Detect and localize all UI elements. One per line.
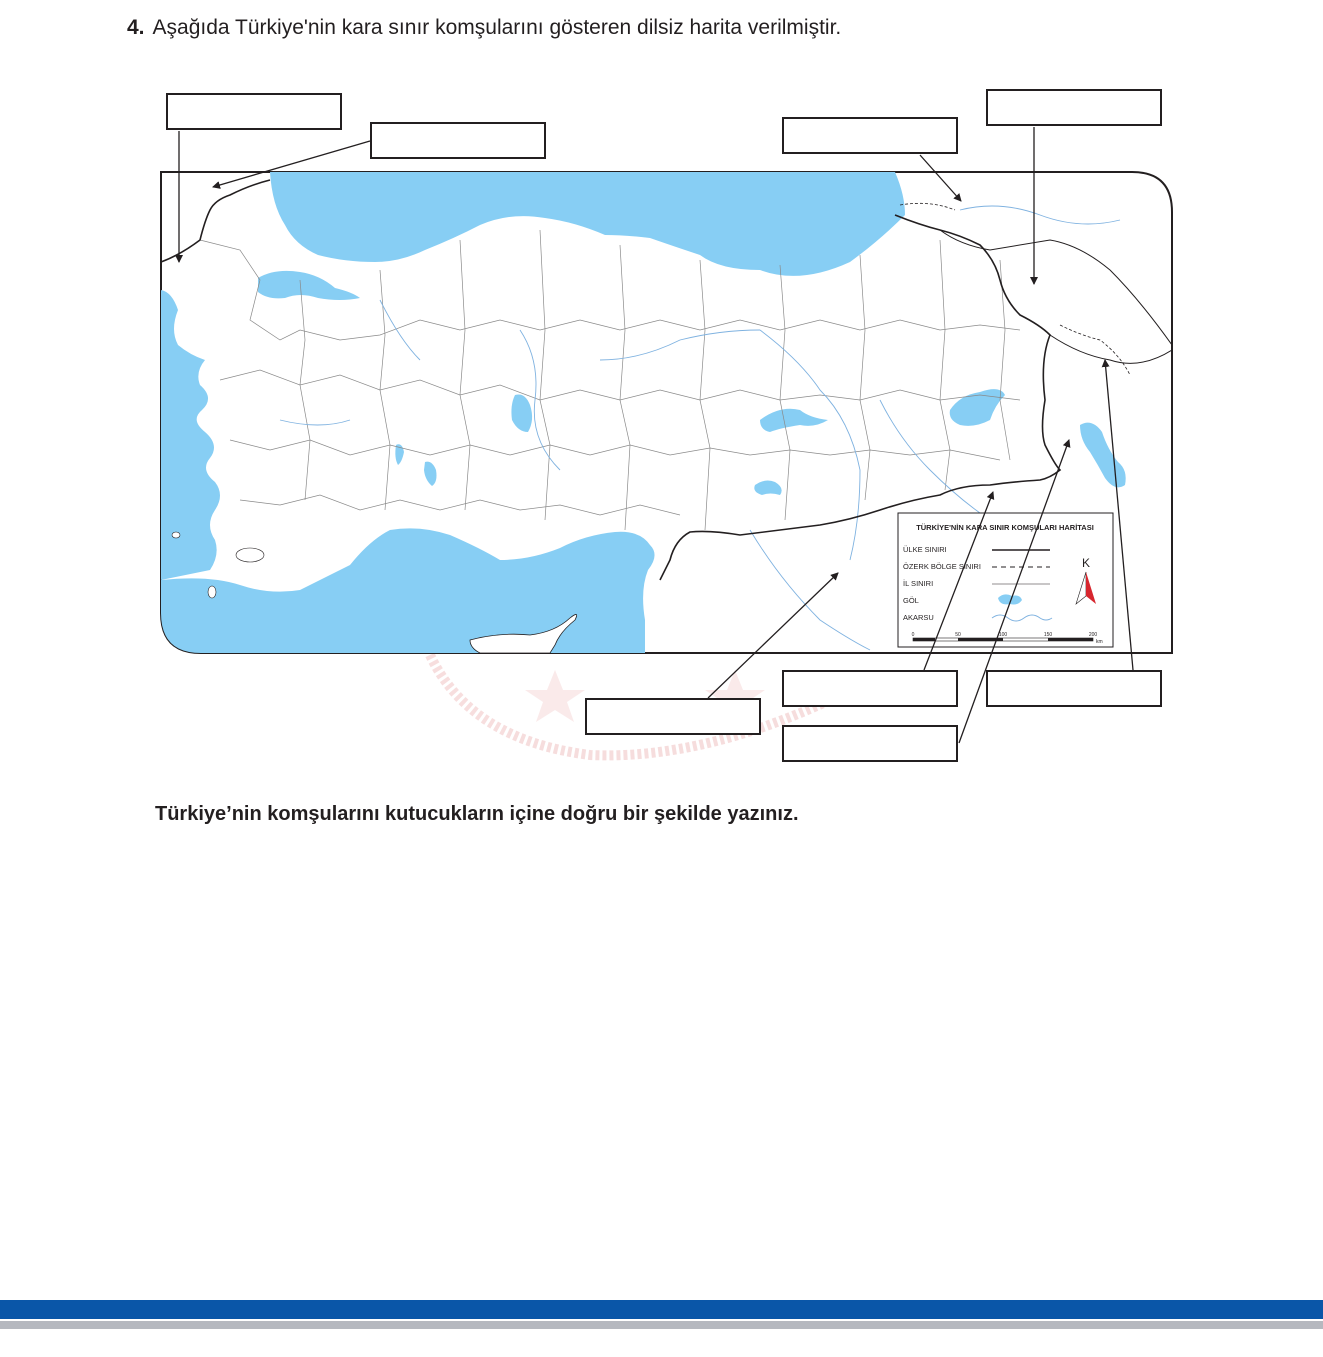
scale-label-200: 200 xyxy=(1088,632,1098,638)
legend-row-autonomous-border: ÖZERK BÖLGE SINIRI xyxy=(903,562,981,571)
scale-label-0: 0 xyxy=(911,632,915,638)
scale-label-150: 150 xyxy=(1043,632,1053,638)
legend-row-country-border: ÜLKE SINIRI xyxy=(903,545,947,554)
legend-title: TÜRKİYE'NİN KARA SINIR KOMŞULARI HARİTASI xyxy=(916,523,1094,532)
answer-box-southeast-2[interactable] xyxy=(782,725,958,762)
north-letter: K xyxy=(1082,556,1091,570)
question-number: 4. xyxy=(127,16,145,39)
answer-box-northeast-2[interactable] xyxy=(986,89,1162,126)
answer-box-south-1[interactable] xyxy=(585,698,761,735)
answer-box-northwest-2[interactable] xyxy=(370,122,546,159)
scale-label-50: 50 xyxy=(955,632,961,638)
map-legend xyxy=(898,513,1113,647)
answer-box-northeast-1[interactable] xyxy=(782,117,958,154)
answer-box-east-1[interactable] xyxy=(986,670,1162,707)
answer-box-northwest-1[interactable] xyxy=(166,93,342,130)
legend-row-river: AKARSU xyxy=(903,613,934,622)
scale-label-100: 100 xyxy=(998,632,1008,638)
footer-blue-bar xyxy=(0,1300,1323,1319)
instruction-text: Türkiye’nin komşularını kutucukların içine doğru bir şekilde yazınız. xyxy=(155,803,799,825)
scale-unit: km xyxy=(1096,639,1103,645)
question-text: Aşağıda Türkiye'nin kara sınır komşularını gösteren dilsiz harita verilmiştir. xyxy=(152,16,842,39)
answer-box-southeast-1[interactable] xyxy=(782,670,958,707)
legend-row-province-border: İL SINIRI xyxy=(903,579,934,588)
footer-gray-bar xyxy=(0,1321,1323,1329)
legend-row-lake: GÖL xyxy=(903,596,919,605)
